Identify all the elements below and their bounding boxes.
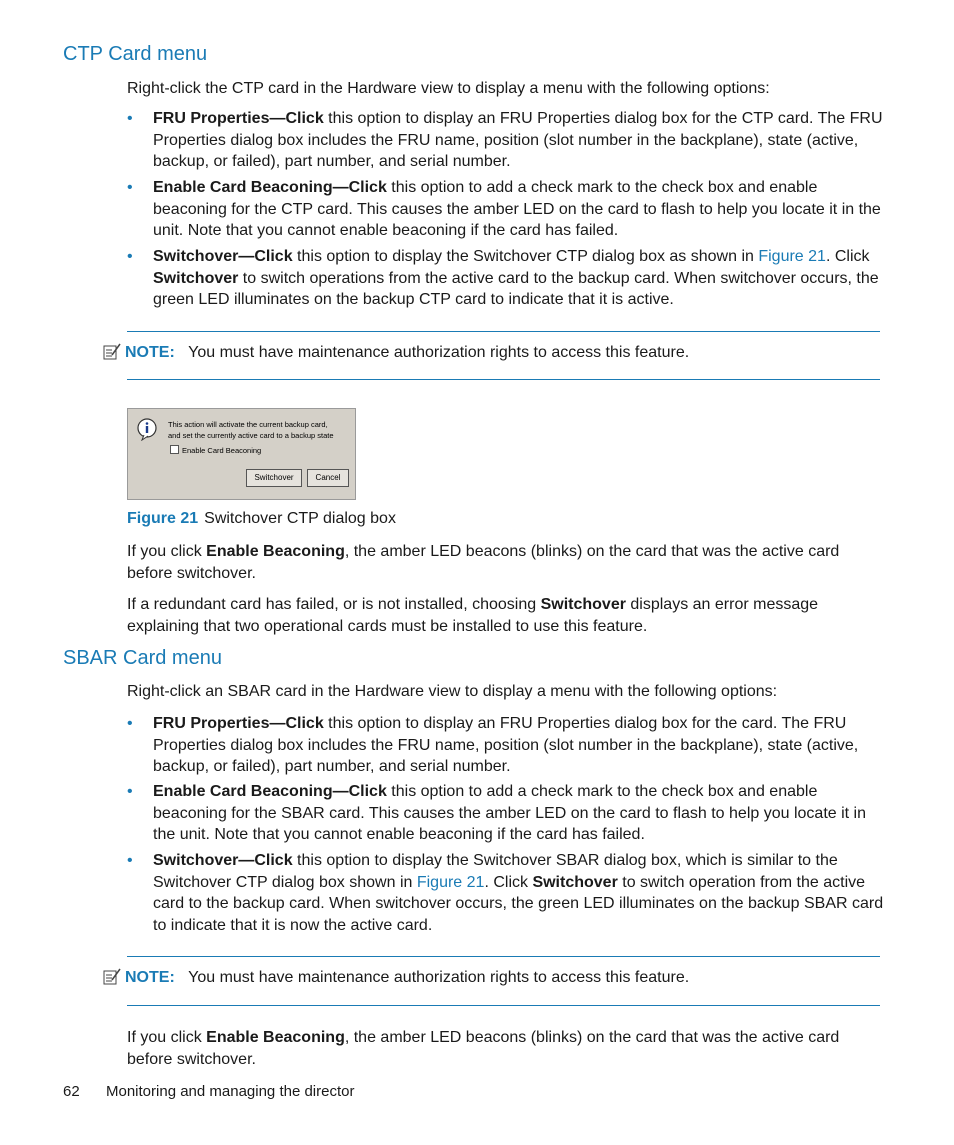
- paragraph: If a redundant card has failed, or is not installed, choosing Switchover displays an error message explaining that two operational cards must be installed to use this feature.: [127, 596, 819, 635]
- bullet-icon: •: [127, 179, 133, 196]
- list-item: • Switchover—Click this option to display the Switchover SBAR dialog box, which is similar to the Switchover CTP dialog box shown in Figure 21. Click Switchover to switch operation from the active card to the backup card. When switchover occurs, the green LED illuminates on the backup SBAR card to indicate that it is now the active card.: [127, 852, 884, 934]
- note-rule-top: [127, 331, 880, 332]
- list-item: • Enable Card Beaconing—Click this option to add a check mark to the check box and enable beaconing for the SBAR card. This causes the amber LED on the card to flash to help you locate it in the unit. Note that you cannot enable beaconing if the card has failed.: [127, 783, 866, 843]
- switchover-dialog: [127, 408, 356, 500]
- note-rule-bottom: [127, 379, 880, 380]
- figure-21-link[interactable]: Figure 21: [758, 248, 826, 265]
- dialog-message: This action will activate the current backup card, and set the currently active card to a backup state: [168, 420, 334, 440]
- bullet-icon: •: [127, 783, 133, 800]
- note-icon: [103, 968, 121, 991]
- page-number: 62: [63, 1083, 80, 1100]
- paragraph: If you click Enable Beaconing, the amber LED beacons (blinks) on the card that was the active card before switchover.: [127, 543, 840, 582]
- paragraph: If you click Enable Beaconing, the amber LED beacons (blinks) on the card that was the active card before switchover.: [127, 1029, 840, 1068]
- list-item: • Enable Card Beaconing—Click this option to add a check mark to the check box and enable beaconing for the CTP card. This causes the amber LED on the card to flash to help you locate it in the unit. Note that you cannot enable beaconing if the card has failed.: [127, 179, 881, 239]
- bullet-icon: •: [127, 110, 133, 127]
- checkbox-box[interactable]: [170, 445, 179, 454]
- sbar-heading: SBAR Card menu: [63, 647, 222, 669]
- bullet-icon: •: [127, 852, 133, 869]
- bullet-icon: •: [127, 715, 133, 732]
- figure-21-link[interactable]: Figure 21: [416, 873, 485, 891]
- list-item: • FRU Properties—Click this option to display an FRU Properties dialog box for the card. The FRU Properties dialog box includes the FRU name, position (slot number in the backplane), state (active, backup, or failed), part number, and serial number.: [127, 715, 859, 775]
- note-icon: [103, 343, 121, 366]
- footer-section: Monitoring and managing the director: [106, 1083, 355, 1100]
- info-icon: [136, 417, 160, 446]
- list-item: • Switchover—Click this option to display the Switchover CTP dialog box as shown in Figure 21. Click Switchover to switch operations from the active card to the backup card. When switchover occurs, the green LED illuminates on the backup CTP card to indicate that it is active.: [127, 248, 879, 308]
- list-item: • FRU Properties—Click this option to display an FRU Properties dialog box for the CTP card. The FRU Properties dialog box includes the FRU name, position (slot number in the backplane), state (active, backup, or failed), part number, and serial number.: [127, 110, 883, 170]
- note-rule-top: [127, 956, 880, 957]
- ctp-intro: Right-click the CTP card in the Hardware view to display a menu with the following options:: [127, 80, 770, 97]
- switchover-button[interactable]: Switchover: [246, 469, 302, 487]
- figure-caption: Figure 21 Switchover CTP dialog box: [127, 510, 396, 527]
- bullet-icon: •: [127, 248, 133, 265]
- enable-beaconing-checkbox[interactable]: Enable Card Beaconing: [170, 445, 261, 455]
- sbar-intro: Right-click an SBAR card in the Hardware view to display a menu with the following options:: [127, 683, 778, 700]
- ctp-heading: CTP Card menu: [63, 43, 208, 65]
- sbar-note: NOTE: You must have maintenance authorization rights to access this feature.: [103, 967, 689, 991]
- note-rule-bottom: [127, 1005, 880, 1006]
- cancel-button[interactable]: Cancel: [307, 469, 349, 487]
- ctp-note: NOTE: You must have maintenance authorization rights to access this feature.: [103, 342, 689, 366]
